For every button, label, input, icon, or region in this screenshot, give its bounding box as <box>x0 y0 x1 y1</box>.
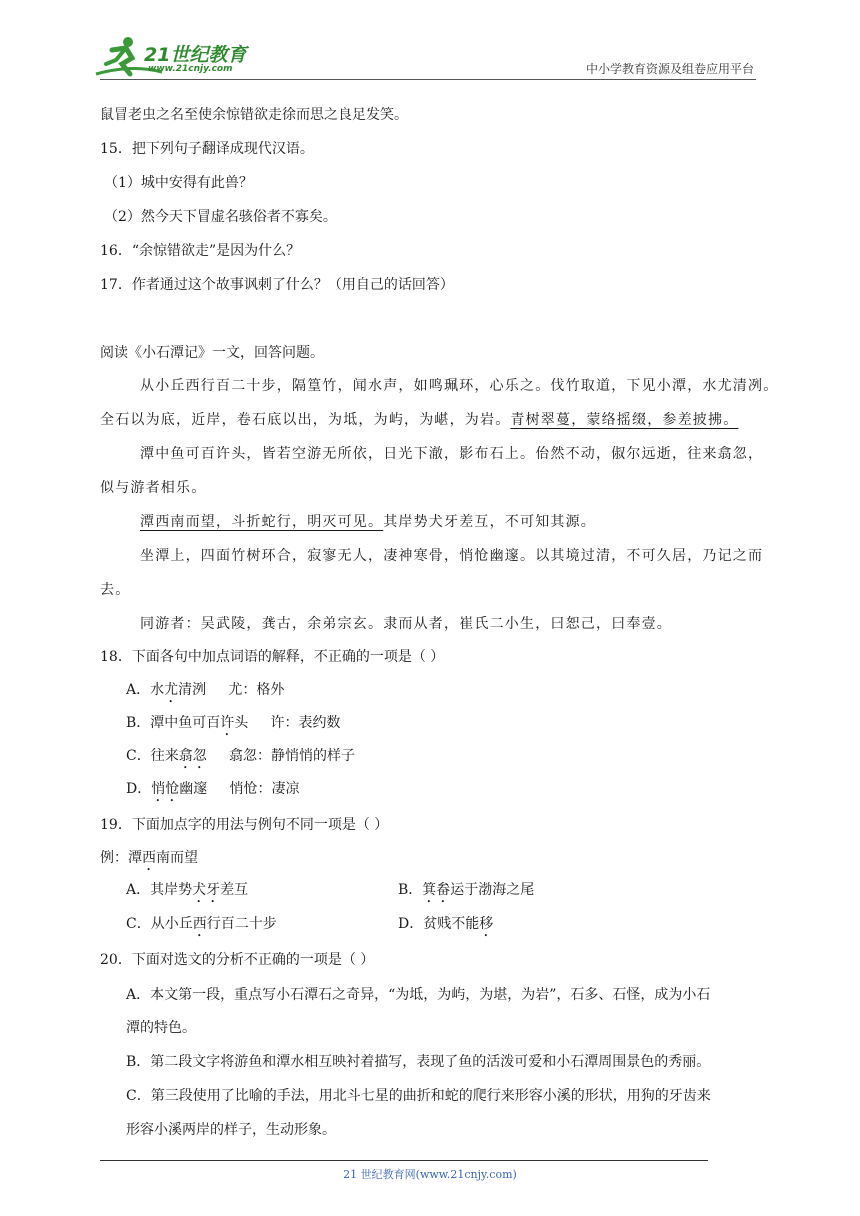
platform-title: 中小学教育资源及组卷应用平台 <box>585 62 754 76</box>
dotted-word: 悄怆 <box>151 781 180 797</box>
option-d <box>398 914 493 940</box>
passage-line: 去。 <box>100 582 131 598</box>
question-17: 17．作者通过这个故事讽刺了什么？（用自己的话回答） <box>100 277 454 293</box>
option-c <box>126 914 277 940</box>
passage-line <box>140 512 596 532</box>
passage-line <box>100 410 738 430</box>
option-text: 清洌 尤：格外 <box>178 682 285 698</box>
option-c: C．第三段使用了比喻的手法，用北斗七星的曲折和蛇的爬行来形容小溪的形状，用狗的牙齿来 <box>126 1088 711 1104</box>
option-text: 头 许：表约数 <box>234 715 341 731</box>
question-18: 18．下面各句中加点词语的解释，不正确的一项是（ ） <box>100 649 445 665</box>
dotted-word: 西 <box>192 916 207 932</box>
option-text: A．其岸势 <box>126 882 193 898</box>
underlined-sentence: 青树翠蔓，蒙络摇缀，参差披拂。 <box>510 412 739 428</box>
footer-divider <box>100 1160 708 1161</box>
example-line <box>100 848 198 874</box>
option-text: 南而望 <box>156 850 198 866</box>
option-text: D． <box>126 781 152 797</box>
passage-line: 似与游者相乐。 <box>100 480 207 496</box>
dotted-word: 移 <box>479 916 494 932</box>
dotted-word: 许 <box>220 715 235 731</box>
dotted-word: 西 <box>142 850 156 866</box>
option-text: C．往来 <box>126 748 179 764</box>
option-b <box>398 880 534 906</box>
option-c <box>126 746 355 772</box>
dotted-word: 犬牙 <box>192 882 221 898</box>
header-divider <box>100 79 756 80</box>
dotted-word: 箕畚 <box>422 882 451 898</box>
question-19: 19．下面加点字的用法与例句不同一项是（ ） <box>100 817 389 833</box>
option-text: 例：潭 <box>100 850 142 866</box>
option-text: A．水 <box>126 682 165 698</box>
passage-line: 从小丘西行百二十步，隔篁竹，闻水声，如鸣珮环，心乐之。伐竹取道，下见小潭，水尤清冽。 <box>140 378 779 394</box>
passage-text: 其岸势犬牙差互，不可知其源。 <box>383 514 597 530</box>
option-text: D．贫贱不能 <box>398 916 480 932</box>
option-text: 翕忽：静悄悄的样子 <box>206 748 355 764</box>
reading-intro: 阅读《小石潭记》一文，回答问题。 <box>100 345 324 361</box>
option-text: B． <box>398 882 423 898</box>
passage-line: 坐潭上，四面竹树环合，寂寥无人，凄神寒骨，悄怆幽邃。以其境过清，不可久居，乃记之而 <box>140 548 764 564</box>
option-a <box>126 680 284 706</box>
option-b <box>126 713 341 739</box>
option-text: B．潭中鱼可百 <box>126 715 221 731</box>
option-text: 行百二十步 <box>206 916 277 932</box>
logo <box>92 34 262 80</box>
logo-text: 21世纪教育 <box>144 44 247 66</box>
logo-url: www.21cnjy.com <box>148 64 233 74</box>
question-15-2: （2）然今天下冒虚名骇俗者不寡矣。 <box>104 209 337 225</box>
passage-line: 潭中鱼可百许头，皆若空游无所依，日光下澈，影布石上。佁然不动，俶尔远逝，往来翕忽， <box>140 446 764 462</box>
footer-text: 21 世纪教育网(www.21cnjy.com) <box>343 1168 517 1181</box>
option-c-cont: 形容小溪两岸的样子，生动形象。 <box>126 1122 336 1138</box>
option-a <box>126 880 248 906</box>
underlined-sentence: 潭西南而望，斗折蛇行，明灭可见。 <box>140 514 384 530</box>
option-d <box>126 779 300 805</box>
question-20: 20．下面对选文的分析不正确的一项是（ ） <box>100 952 375 968</box>
question-15: 15．把下列句子翻译成现代汉语。 <box>100 141 314 157</box>
passage-text: 全石以为底，近岸，卷石底以出，为坻，为屿，为嵁，为岩。 <box>100 412 511 428</box>
dotted-word: 翕忽 <box>178 748 207 764</box>
question-15-1: （1）城中安得有此兽？ <box>104 175 253 191</box>
dotted-word: 尤 <box>164 682 179 698</box>
text-line: 鼠冒老虫之名至使余惊错欲走徐而思之良足发笑。 <box>100 107 408 123</box>
option-text: 幽邃 悄怆：凄凉 <box>179 781 300 797</box>
passage-line: 同游者：吴武陵，龚古，余弟宗玄。隶而从者，崔氏二小生，曰恕己，曰奉壹。 <box>140 616 672 632</box>
option-a: A．本文第一段，重点写小石潭石之奇异，“为坻，为屿，为堪，为岩”，石多、石怪，成为小石 <box>126 987 711 1003</box>
option-text: 差互 <box>220 882 249 898</box>
option-text: 运于渤海之尾 <box>450 882 535 898</box>
option-a-cont: 潭的特色。 <box>126 1020 196 1036</box>
option-b: B．第二段文字将游鱼和潭水相互映衬着描写，表现了鱼的活泼可爱和小石潭周围景色的秀丽。 <box>126 1054 711 1070</box>
question-16: 16．“余惊错欲走”是因为什么？ <box>100 243 301 259</box>
option-text: C．从小丘 <box>126 916 193 932</box>
